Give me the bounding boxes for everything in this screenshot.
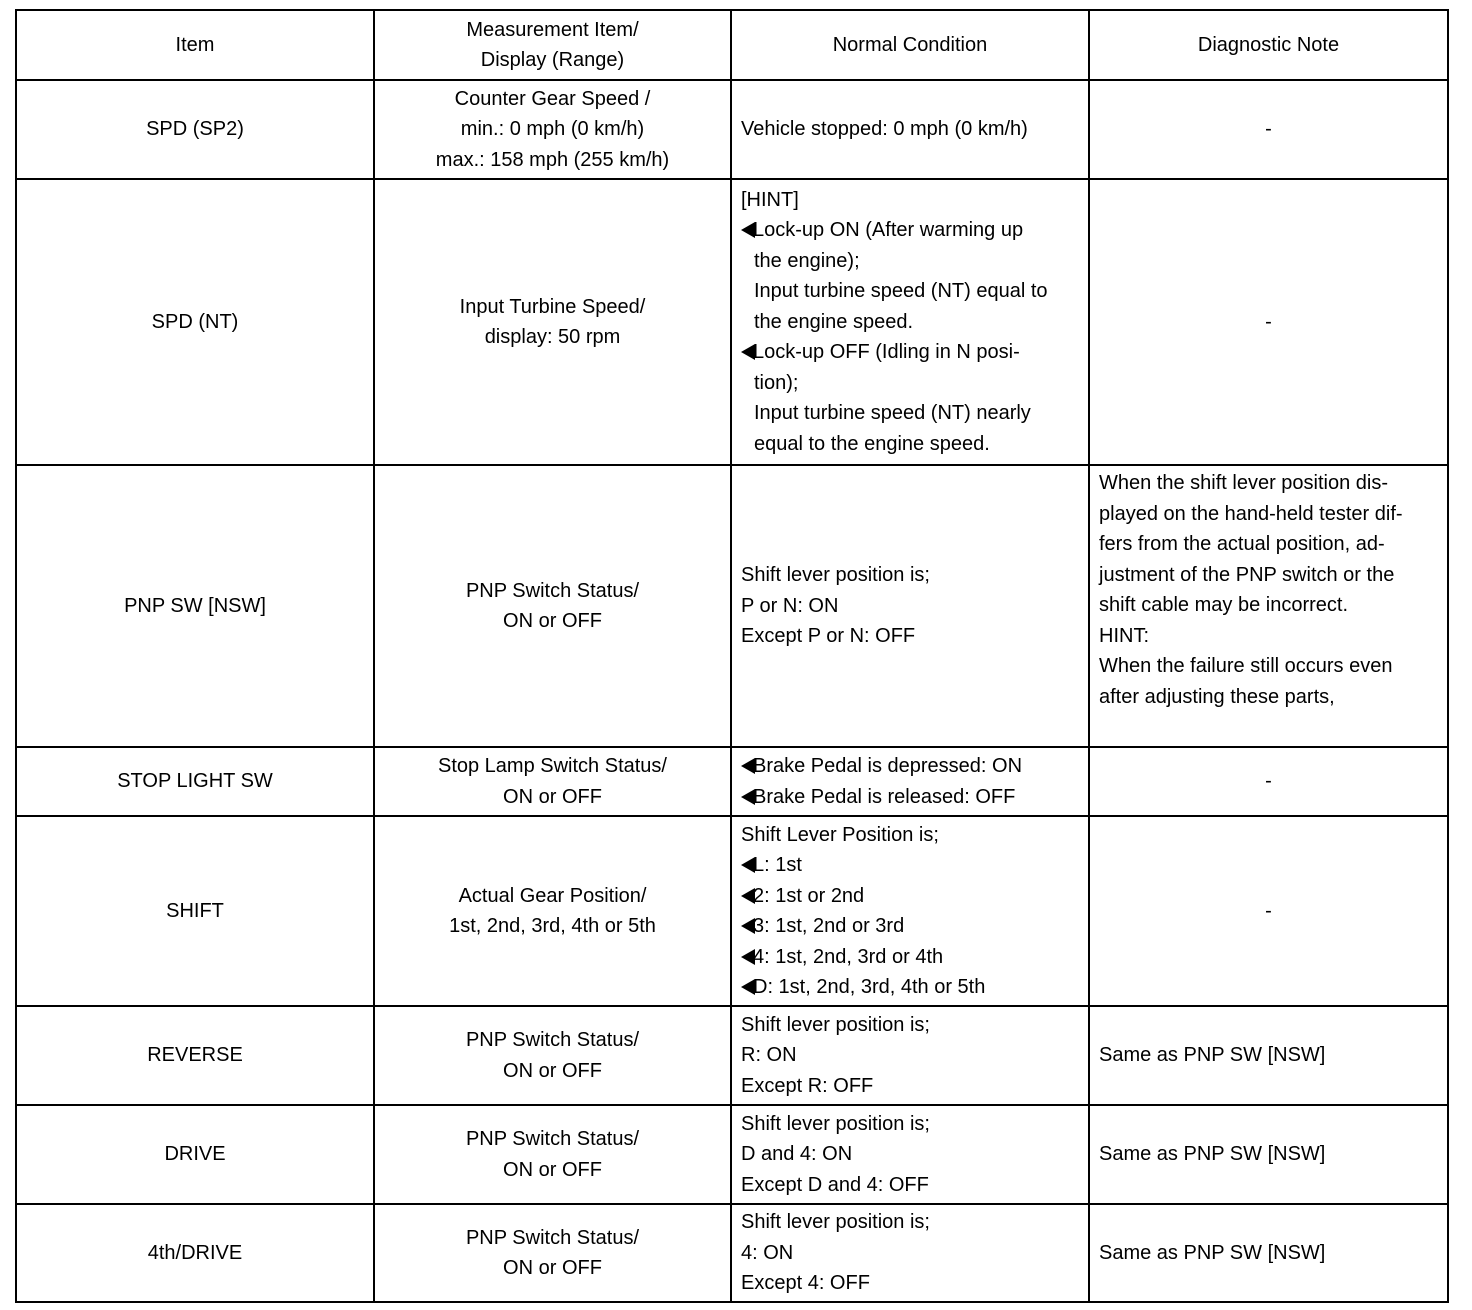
table-row [16,179,1448,465]
text-line: Shift lever position is; [741,1211,930,1234]
text-line: Except D and 4: OFF [741,1173,929,1196]
text-line: Input Turbine Speed/ [459,295,646,318]
text-line: Vehicle stopped: 0 mph (0 km/h) [741,118,1028,141]
text-line: Shift lever position is; [741,564,930,587]
table-row [16,1105,1448,1204]
text-line: tion); [754,371,799,394]
text-line: justment of the PNP switch or the [1099,563,1395,586]
cell-measurement [374,1006,731,1105]
text-line: P or N: ON [741,594,839,617]
table-row [16,80,1448,179]
cell-diagnostic-note: - [1089,747,1448,816]
cell-measurement [374,179,731,465]
text-line: When the failure still occurs even [1099,655,1393,677]
text-line: ON or OFF [503,785,602,808]
bullet-item: Lock-up ON (After warming up [741,215,1079,246]
text-line: ON or OFF [503,1257,602,1279]
cell-diagnostic-note: Same as PNP SW [NSW] [1089,1105,1448,1204]
text-line: max.: 158 mph (255 km/h) [435,148,670,171]
bullet-item: Brake Pedal is released: OFF [741,782,1079,813]
cell-item: SPD (NT) [16,179,374,465]
header-measurement-line: Display (Range) [480,49,625,71]
text-line: ON or OFF [503,610,602,632]
table-row [16,1006,1448,1105]
text-line: 1st, 2nd, 3rd, 4th or 5th [449,915,656,937]
text-line: fers from the actual position, ad- [1099,533,1385,555]
text-line: Actual Gear Position/ [458,884,647,907]
cell-normal-condition [731,465,1089,747]
text-line: min.: 0 mph (0 km/h) [460,118,645,141]
text-line: equal to the engine speed. [754,432,990,455]
cell-item: STOP LIGHT SW [16,747,374,816]
cell-item: DRIVE [16,1105,374,1204]
header-measurement [374,10,731,80]
header-normal-condition: Normal Condition [731,10,1089,80]
cell-normal-condition [731,747,1089,816]
cell-item: SHIFT [16,816,374,1006]
bullet-item: D: 1st, 2nd, 3rd, 4th or 5th [741,972,1079,1003]
text-line: Shift lever position is; [741,1013,930,1036]
text-line: PNP Switch Status/ [465,579,640,602]
header-item: Item [16,10,374,80]
cell-diagnostic-note: Same as PNP SW [NSW] [1089,1006,1448,1105]
cell-measurement [374,1105,731,1204]
table-row [16,465,1448,747]
text-line: Except R: OFF [741,1074,874,1097]
cell-measurement [374,465,731,747]
text-line: played on the hand-held tester dif- [1099,502,1403,525]
cell-diagnostic-note: - [1089,179,1448,465]
cell-item: SPD (SP2) [16,80,374,179]
table-row [16,816,1448,1006]
cell-measurement [374,747,731,816]
bullet-item: L: 1st [741,850,1079,881]
text-line: Shift lever position is; [741,1112,930,1135]
cell-normal-condition [731,179,1089,465]
bullet-item: 3: 1st, 2nd or 3rd [741,911,1079,942]
text-line: after adjusting these parts, [1099,685,1335,708]
text-line: the engine); [754,249,860,272]
bullet-item: 4: 1st, 2nd, 3rd or 4th [741,942,1079,973]
text-line: Except 4: OFF [741,1272,870,1295]
cell-diagnostic-note [1089,465,1448,747]
text-line: D and 4: ON [741,1143,853,1166]
hint-label: [HINT] [741,188,799,211]
text-line: Shift Lever Position is; [741,823,939,846]
bullet-item: Lock-up OFF (Idling in N posi- [741,337,1079,368]
cell-normal-condition [731,1105,1089,1204]
table-row [16,1204,1448,1302]
text-line: Stop Lamp Switch Status/ [437,755,667,777]
cell-diagnostic-note: Same as PNP SW [NSW] [1089,1204,1448,1302]
header-measurement-line: Measurement Item/ [466,18,639,41]
bullet-item: Brake Pedal is depressed: ON [741,751,1079,782]
header-diagnostic-note: Diagnostic Note [1089,10,1448,80]
text-line: ON or OFF [503,1059,602,1082]
text-line: Input turbine speed (NT) nearly [754,402,1031,425]
cell-item: PNP SW [NSW] [16,465,374,747]
text-line: ON or OFF [503,1158,602,1181]
cell-measurement [374,1204,731,1302]
cell-diagnostic-note: - [1089,816,1448,1006]
text-line: PNP Switch Status/ [465,1029,640,1051]
table-header-row [16,10,1448,80]
text-line: Counter Gear Speed / [454,87,651,110]
cell-measurement [374,80,731,179]
cell-normal-condition [731,816,1089,1006]
table-row [16,747,1448,816]
text-line: R: ON [741,1044,797,1067]
cell-normal-condition [731,80,1089,179]
text-line: shift cable may be incorrect. [1099,594,1348,616]
cell-item: REVERSE [16,1006,374,1105]
text-line: display: 50 rpm [484,326,621,348]
cell-measurement [374,816,731,1006]
text-line: HINT: [1099,624,1149,647]
text-line: PNP Switch Status/ [465,1128,640,1150]
cell-normal-condition [731,1204,1089,1302]
text-line: Except P or N: OFF [741,625,916,648]
text-line: Input turbine speed (NT) equal to [754,280,1048,303]
text-line: the engine speed. [754,310,914,333]
diagnostic-data-table [15,9,1449,1303]
text-line: PNP Switch Status/ [465,1226,640,1249]
cell-normal-condition [731,1006,1089,1105]
text-line: 4: ON [741,1241,794,1264]
bullet-item: 2: 1st or 2nd [741,881,1079,912]
cell-item: 4th/DRIVE [16,1204,374,1302]
text-line: When the shift lever position dis- [1099,472,1389,494]
cell-diagnostic-note: - [1089,80,1448,179]
